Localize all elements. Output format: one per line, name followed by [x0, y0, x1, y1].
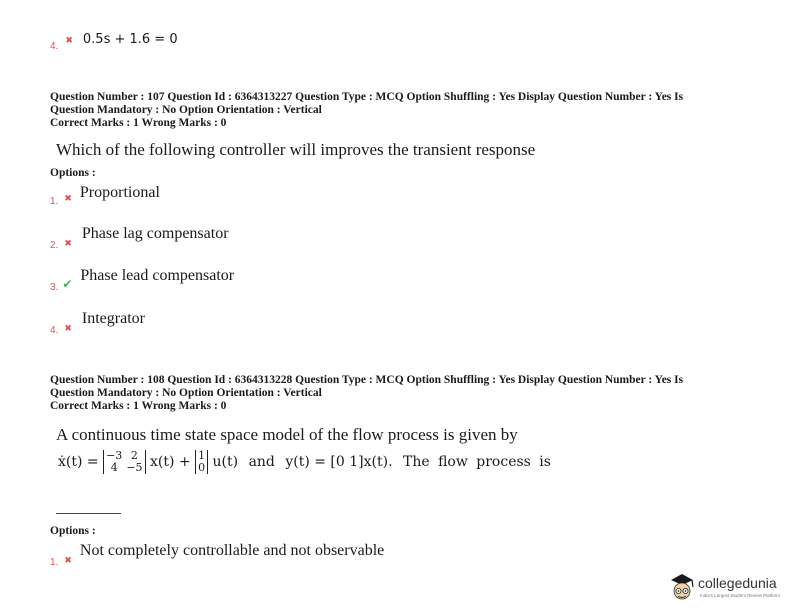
option-text: Proportional: [79, 184, 160, 201]
prev-option-4: [50, 30, 178, 52]
option-number: 4.: [50, 41, 59, 52]
a22: −5: [126, 461, 143, 474]
cross-icon: ✖: [64, 194, 72, 204]
collegedunia-logo: [668, 572, 786, 606]
q107-option-1[interactable]: [50, 184, 160, 207]
matrix-b: [195, 450, 208, 474]
math-y-eq: y(t) = [0 1]x(t).: [285, 454, 393, 470]
math-u-term: u(t): [212, 454, 239, 470]
cross-icon: ✖: [64, 556, 72, 566]
option-number: 4.: [50, 325, 59, 336]
mascot-icon: [668, 572, 696, 604]
option-number: 1.: [50, 557, 59, 568]
math-lhs: ẋ(t) =: [58, 454, 99, 470]
cross-icon: ✖: [64, 324, 72, 334]
logo-tagline: India's Largest Student Review Platform: [700, 593, 780, 598]
option-text: 0.5s + 1.6 = 0: [82, 32, 178, 47]
divider: [56, 513, 121, 514]
q107-option-4[interactable]: [50, 310, 145, 336]
math-x-term: x(t) +: [149, 454, 191, 470]
option-text: Integrator: [81, 310, 145, 327]
q107-option-2[interactable]: [50, 225, 229, 251]
cross-icon: ✖: [65, 36, 73, 46]
q108-text: A continuous time state space model of the flow process is given by: [56, 425, 518, 444]
a12: 2: [130, 449, 138, 462]
q107-meta: [50, 91, 750, 130]
logo-name: collegedunia: [698, 575, 777, 591]
option-text: Phase lead compensator: [80, 267, 235, 284]
q108-options-label: Options :: [50, 525, 96, 537]
q107-meta-line1: Question Number : 107 Question Id : 6364313227 Question Type : MCQ Option Shuffling : Yes Display Question Number : Yes Is: [50, 91, 684, 103]
a11: −3: [106, 449, 123, 462]
q108-meta-line1: Question Number : 108 Question Id : 6364313228 Question Type : MCQ Option Shuffling : Yes Display Question Number : Yes Is: [50, 374, 684, 386]
math-and: and: [248, 454, 275, 470]
q107-options-label: Options :: [50, 167, 96, 179]
matrix-a: [103, 450, 145, 474]
q107-marks: Correct Marks : 1 Wrong Marks : 0: [50, 117, 227, 129]
q107-meta-line2: Question Mandatory : No Option Orientation : Vertical: [50, 104, 322, 116]
option-number: 3.: [50, 282, 59, 293]
option-text: Phase lag compensator: [81, 225, 229, 242]
option-number: 2.: [50, 240, 59, 251]
q108-math: [58, 450, 551, 474]
q107-text: Which of the following controller will improves the transient response: [56, 140, 536, 159]
b2: 0: [198, 461, 206, 474]
option-number: 1.: [50, 196, 59, 207]
q108-marks: Correct Marks : 1 Wrong Marks : 0: [50, 400, 227, 412]
q108-meta: [50, 374, 750, 413]
cross-icon: ✖: [64, 239, 72, 249]
a21: 4: [110, 461, 118, 474]
q107-option-3[interactable]: [50, 267, 235, 293]
b1: 1: [198, 449, 206, 462]
q108-meta-line2: Question Mandatory : No Option Orientation : Vertical: [50, 387, 322, 399]
check-icon: ✔: [62, 277, 73, 291]
q108-option-1[interactable]: [50, 542, 385, 568]
math-tail: The flow process is: [402, 454, 551, 470]
option-text: Not completely controllable and not observable: [79, 542, 385, 559]
